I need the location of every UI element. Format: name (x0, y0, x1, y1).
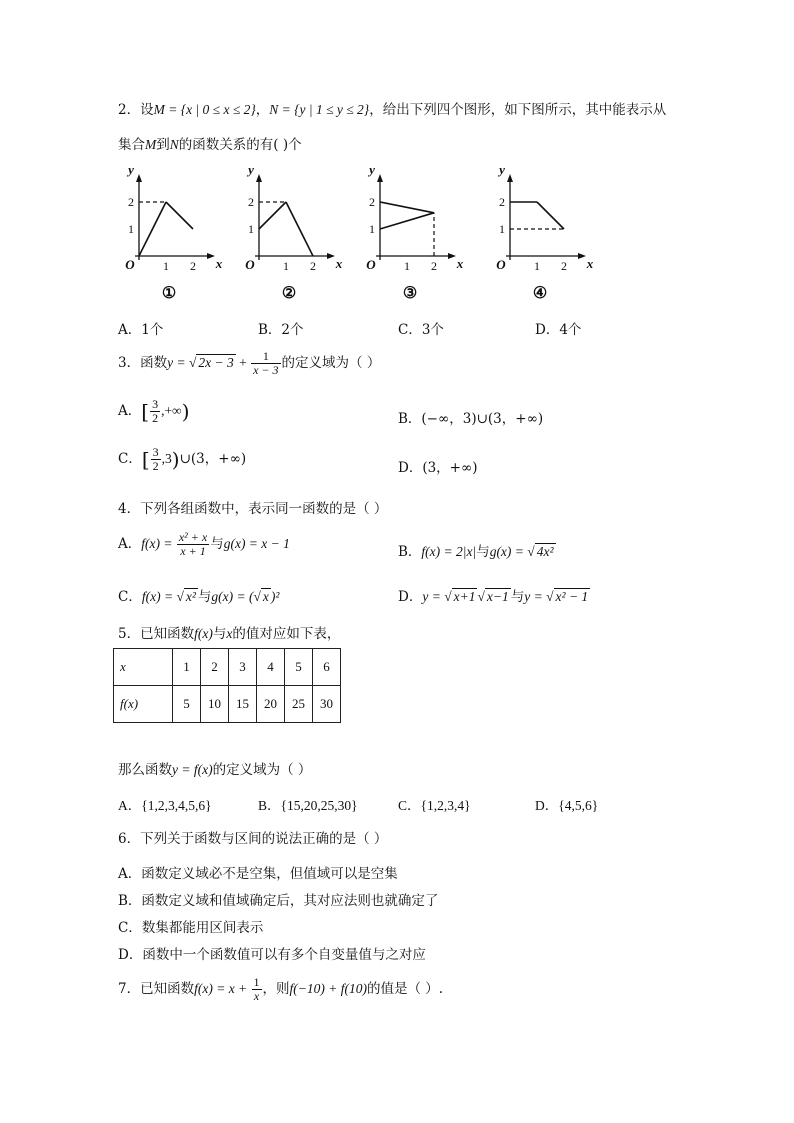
graph-tick-y1: 1 (128, 222, 134, 236)
q2-option-b[interactable]: B．2个 (258, 322, 304, 338)
q5-option-a[interactable]: A．{1,2,3,4,5,6} (118, 798, 212, 813)
graph-origin-label: O (245, 257, 255, 272)
q5-option-d[interactable]: D．{4,5,6} (535, 798, 599, 813)
graph-x-label: x (456, 256, 464, 271)
graph-tick-x2: 2 (561, 259, 567, 273)
q3-stem: 3．函数y = √ 2x − 3 + $\frac{1}{x - 3}$ 的定义域为（ ） (118, 349, 381, 377)
graph-origin-label: O (366, 257, 376, 272)
graph-tick-x1: 1 (163, 259, 169, 273)
graph-y-label: y (128, 162, 134, 177)
q3-option-b[interactable]: B．(−∞，3)∪(3，+∞) (398, 411, 544, 427)
graph-tick-x1: 1 (404, 259, 410, 273)
graph-segment (380, 213, 434, 229)
graph-x-label: x (215, 256, 223, 271)
set-n: N = {y | 1 ≤ y ≤ 2} (269, 102, 370, 117)
q3-option-d[interactable]: D．(3，+∞) (398, 460, 478, 476)
graph-segment (259, 202, 286, 229)
x-axis-arrow-icon (207, 253, 215, 259)
q3-option-c[interactable]: C．[ $\frac{3}{2}$ ,3)∪(3，+∞) (118, 445, 247, 473)
q6-stem: 6．下列关于函数与区间的说法正确的是（ ） (118, 831, 388, 847)
x-axis-arrow-icon (578, 253, 586, 259)
q2-option-c[interactable]: C．3个 (398, 322, 444, 338)
q5-option-c[interactable]: C．{1,2,3,4} (398, 798, 471, 813)
q2-option-d[interactable]: D．4个 (535, 322, 582, 338)
q4-option-b[interactable]: B．f(x) = 2|x|与g(x) = √ 4x² (398, 544, 554, 560)
graph-segment (380, 202, 434, 213)
graph-x-label: x (586, 256, 594, 271)
q4-option-c[interactable]: C．f(x) = √ x² 与g(x) = (√ x )² (118, 589, 280, 605)
graph-segment (139, 202, 166, 256)
q6-option-d[interactable]: D．函数中一个函数值可以有多个自变量值与之对应 (118, 947, 426, 963)
x-axis-arrow-icon (448, 253, 456, 259)
graph-tick-x2: 2 (310, 259, 316, 273)
table-row: x 1 2 3 4 5 6 (114, 649, 341, 686)
q2-stem-line2: 集合M到N的函数关系的有( )个 (118, 137, 302, 153)
graph-number-label: ② (281, 285, 297, 302)
graph-x-label: x (335, 256, 343, 271)
q2-option-a[interactable]: A．1个 (118, 322, 164, 338)
set-m: M = {x | 0 ≤ x ≤ 2} (153, 102, 256, 117)
q2-stem-line1: 2．设M = {x | 0 ≤ x ≤ 2}，N = {y | 1 ≤ y ≤ 2}，给出下列四个图形，如下图所示，其中能表示从 (118, 102, 667, 118)
graph-segment (166, 202, 193, 229)
y-axis-arrow-icon (507, 174, 513, 182)
graph-y-label: y (369, 162, 375, 177)
graph-tick-y1: 1 (499, 222, 505, 236)
graph-tick-y2: 2 (248, 195, 254, 209)
graph-tick-x1: 1 (534, 259, 540, 273)
x-axis-arrow-icon (327, 253, 335, 259)
graph-tick-x2: 2 (190, 259, 196, 273)
q5-value-table (113, 648, 341, 723)
y-axis-arrow-icon (136, 174, 142, 182)
graph-segment (537, 202, 564, 229)
graph-tick-y2: 2 (369, 195, 375, 209)
q4-option-d[interactable]: D．y = √ x+1 √ x−1 与y = √ x² − 1 (398, 589, 589, 605)
q6-option-a[interactable]: A．函数定义域必不是空集，但值域可以是空集 (118, 866, 398, 882)
graph-y-label: y (499, 162, 505, 177)
q5-question: 那么函数y = f(x)的定义域为（ ） (118, 762, 312, 778)
q3-option-a[interactable]: A．[ $\frac{3}{2}$ ,+∞) (118, 397, 190, 425)
y-axis-arrow-icon (256, 174, 262, 182)
graph-origin-label: O (125, 257, 135, 272)
q5-option-b[interactable]: B．{15,20,25,30} (258, 798, 358, 813)
graph-origin-label: O (496, 257, 506, 272)
y-axis-arrow-icon (377, 174, 383, 182)
graph-tick-y1: 1 (248, 222, 254, 236)
q6-option-b[interactable]: B．函数定义域和值域确定后，其对应法则也就确定了 (118, 893, 439, 909)
graph-tick-x2: 2 (431, 259, 437, 273)
table-row: f(x) 5 10 15 20 25 30 (114, 686, 341, 723)
q5-stem: 5．已知函数f(x)与x的值对应如下表， (118, 626, 341, 642)
graph-tick-x1: 1 (283, 259, 289, 273)
q2-graphs (0, 160, 794, 320)
q4-option-a[interactable]: A．f(x) = $\frac{\text{x² + x}}{x + 1}$ 与g(x) = x − 1 (118, 530, 290, 558)
q6-option-c[interactable]: C．数集都能用区间表示 (118, 920, 264, 936)
graph-number-label: ③ (402, 285, 418, 302)
graph-y-label: y (248, 162, 254, 177)
graph-segment (286, 202, 313, 256)
graph-number-label: ① (161, 285, 177, 302)
q7-stem: 7．已知函数f(x) = x + $\frac{1}{x}$ ，则f(−10) + f(10)的值是（ ）. (118, 975, 444, 1003)
graph-number-label: ④ (532, 285, 548, 302)
graph-tick-y2: 2 (128, 195, 134, 209)
q4-stem: 4．下列各组函数中，表示同一函数的是（ ） (118, 501, 388, 517)
graph-tick-y2: 2 (499, 195, 505, 209)
graph-tick-y1: 1 (369, 222, 375, 236)
